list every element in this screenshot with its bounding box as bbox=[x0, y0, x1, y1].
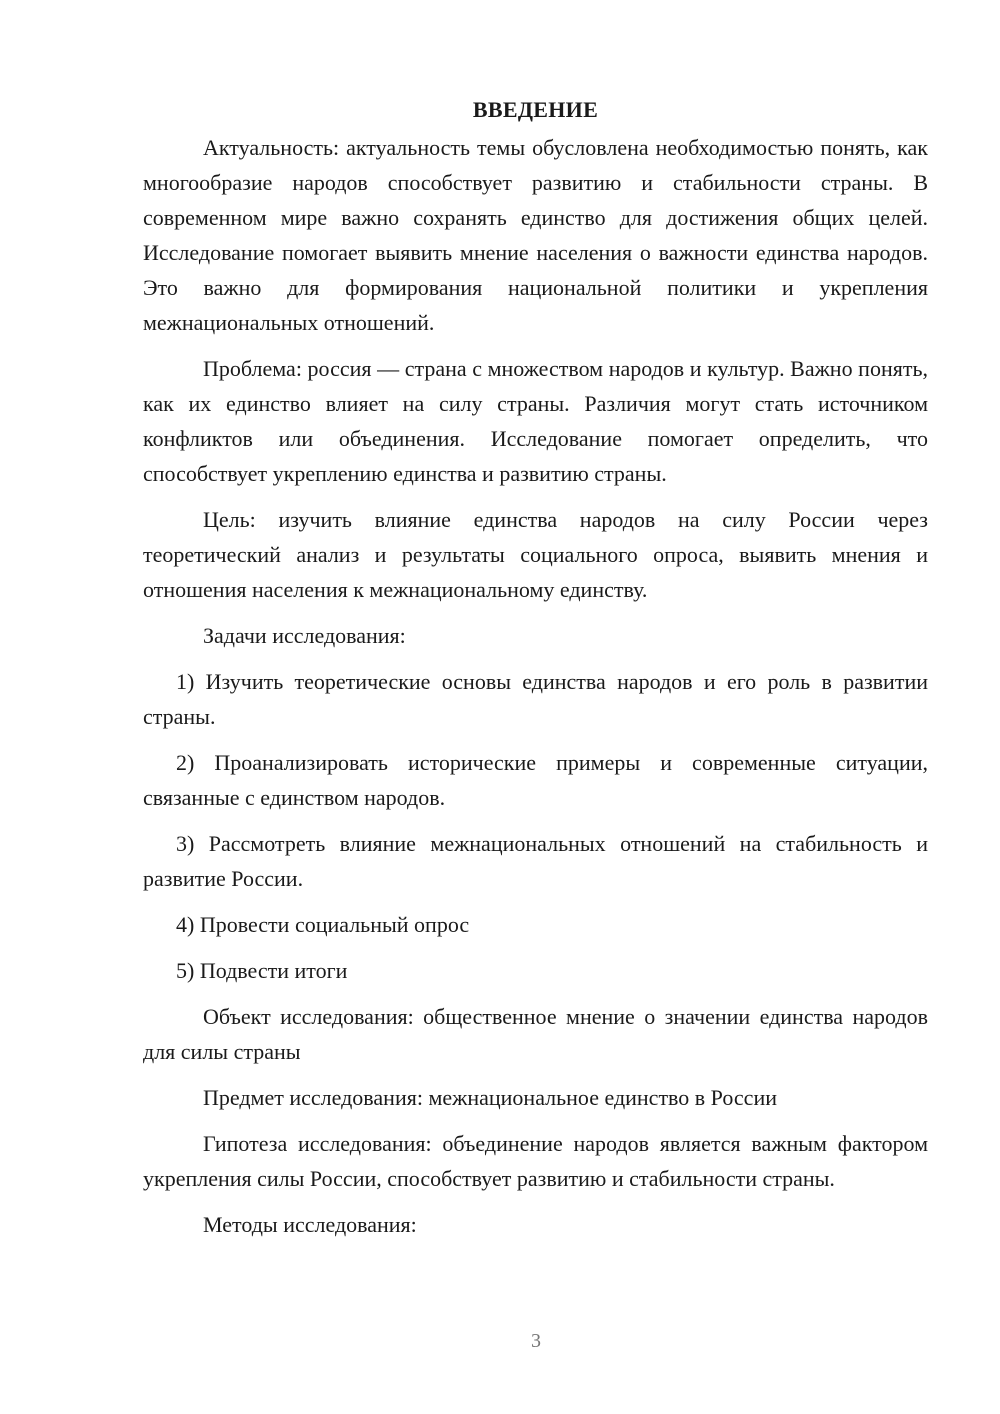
paragraph-relevance: Актуальность: актуальность темы обусловлена необходимостью понять, как многообразие народов способствует развитию и стабильности страны. В современном мире важно сохранять единство для достижения общих целей. Исследование помогает выявить мнение населения о важности единства народов. Это важно для формирования национальной политики и укрепления межнациональных отношений. bbox=[143, 135, 928, 335]
task-item-4: 4) Провести социальный опрос bbox=[176, 912, 470, 937]
task-item-1: 1) Изучить теоретические основы единства народов и его роль в развитии страны. bbox=[143, 669, 928, 729]
paragraph-subject: Предмет исследования: межнациональное единство в России bbox=[203, 1085, 777, 1110]
paragraph-methods: Методы исследования: bbox=[203, 1212, 417, 1237]
paragraph-problem: Проблема: россия — страна с множеством народов и культур. Важно понять, как их единство влияет на силу страны. Различия могут стать источником конфликтов или объединения. Исследование помогает определить, что способствует укреплению единства и развитию страны. bbox=[143, 356, 928, 486]
task-item-2: 2) Проанализировать исторические примеры и современные ситуации, связанные с единством народов. bbox=[143, 750, 928, 810]
paragraph-goal: Цель: изучить влияние единства народов на силу России через теоретический анализ и результаты социального опроса, выявить мнения и отношения населения к межнациональному единству. bbox=[143, 507, 928, 602]
task-item-5: 5) Подвести итоги bbox=[176, 958, 348, 983]
page-number: 3 bbox=[531, 1330, 541, 1352]
paragraph-object: Объект исследования: общественное мнение о значении единства народов для силы страны bbox=[143, 1004, 928, 1064]
section-title: ВВЕДЕНИЕ bbox=[472, 97, 599, 122]
document-page bbox=[143, 92, 928, 1253]
paragraph-hypothesis: Гипотеза исследования: объединение народов является важным фактором укрепления силы России, способствует развитию и стабильности страны. bbox=[143, 1131, 928, 1191]
task-item-3: 3) Рассмотреть влияние межнациональных отношений на стабильность и развитие России. bbox=[143, 831, 928, 891]
tasks-heading: Задачи исследования: bbox=[203, 623, 406, 648]
